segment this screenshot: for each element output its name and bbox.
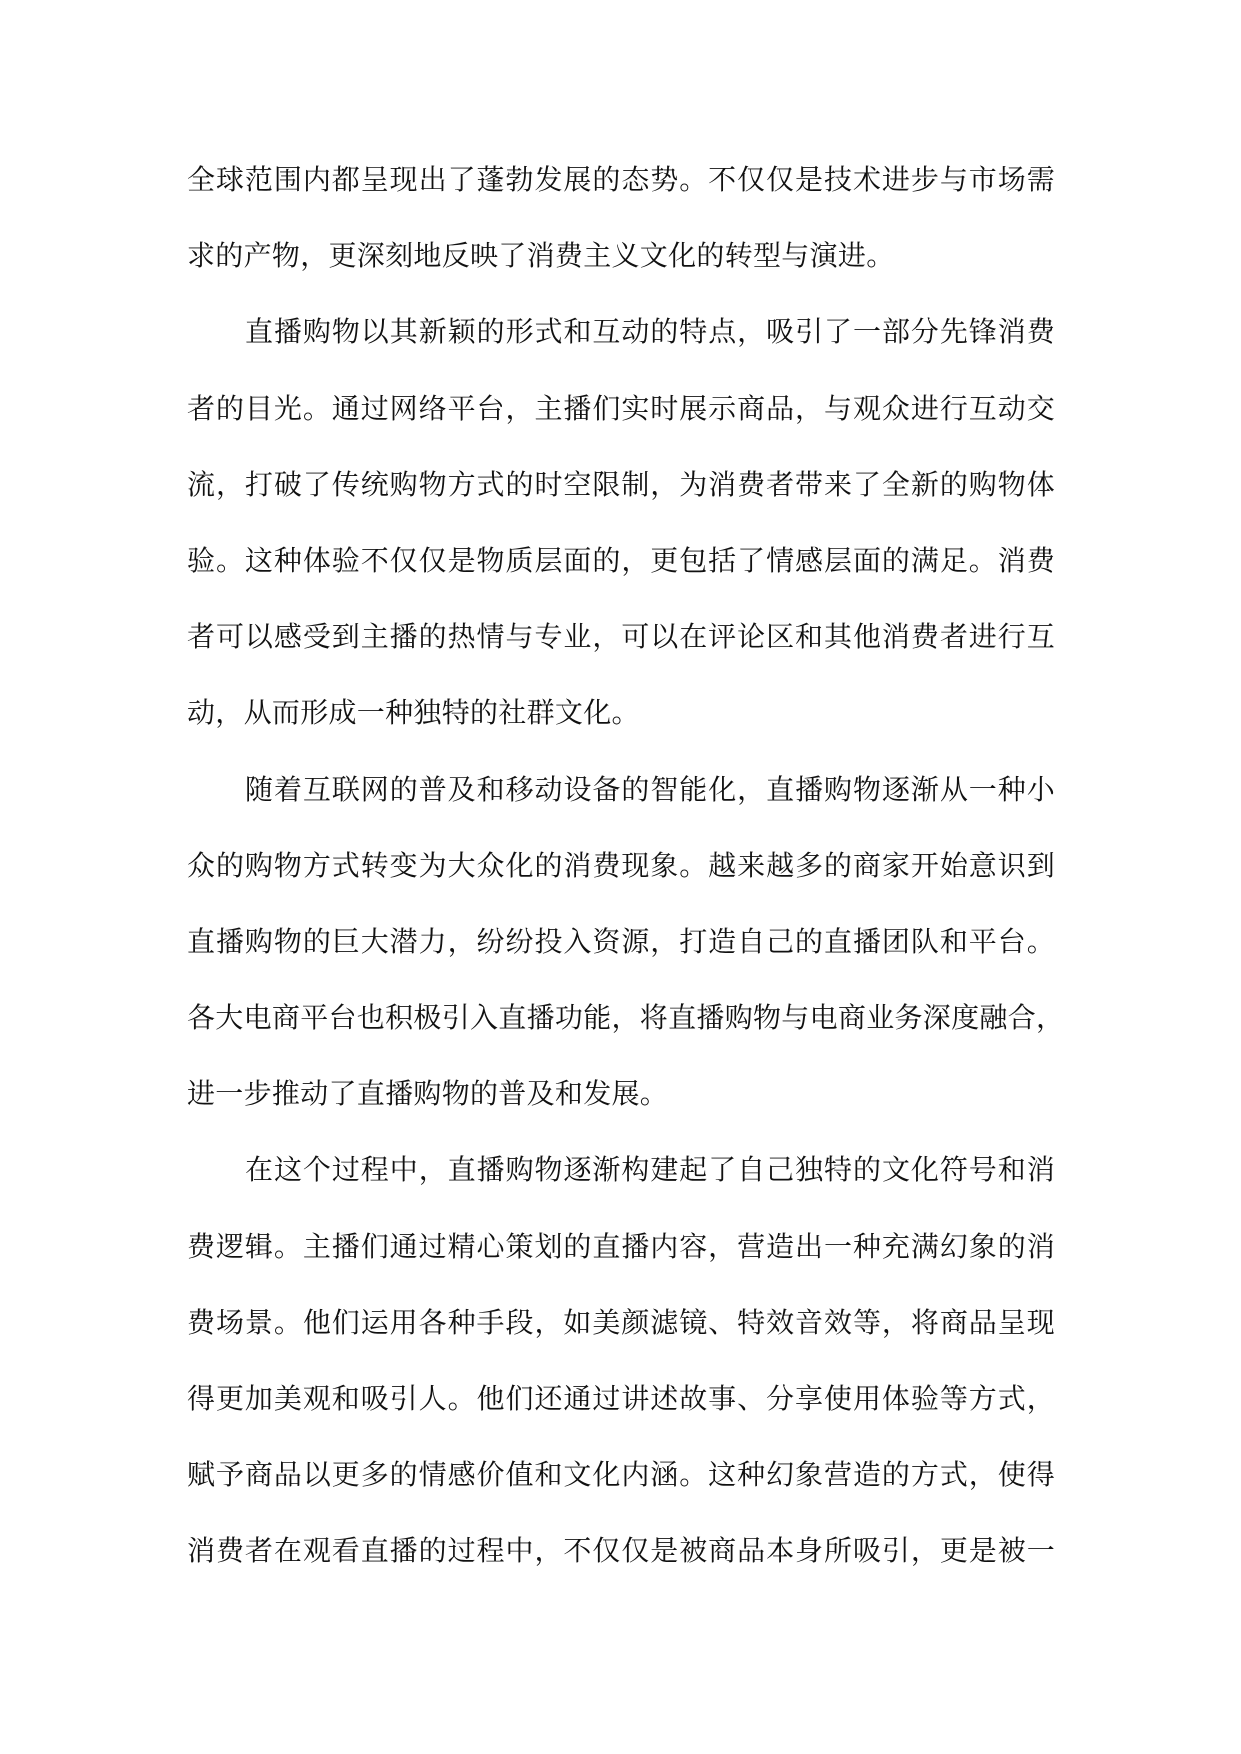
body-text <box>187 142 1065 1590</box>
text-line: 费逻辑。主播们通过精心策划的直播内容，营造出一种充满幻象的消 <box>187 1229 1055 1263</box>
text-line: 进一步推动了直播购物的普及和发展。 <box>187 1077 669 1111</box>
text-line: 流，打破了传统购物方式的时空限制，为消费者带来了全新的购物体 <box>187 467 1055 501</box>
text-line: 直播购物以其新颖的形式和互动的特点，吸引了一部分先锋消费 <box>245 315 1055 349</box>
text-line: 在这个过程中，直播购物逐渐构建起了自己独特的文化符号和消 <box>245 1153 1055 1187</box>
text-line: 求的产物，更深刻地反映了消费主义文化的转型与演进。 <box>187 239 895 273</box>
paragraph-3 <box>187 752 1065 1133</box>
paragraph-2 <box>187 294 1055 751</box>
text-line: 各大电商平台也积极引入直播功能，将直播购物与电商业务深度融合， <box>187 1001 1065 1035</box>
text-line: 消费者在观看直播的过程中，不仅仅是被商品本身所吸引，更是被一 <box>187 1534 1055 1568</box>
text-line: 费场景。他们运用各种手段，如美颜滤镜、特效音效等，将商品呈现 <box>187 1305 1055 1339</box>
text-line: 验。这种体验不仅仅是物质层面的，更包括了情感层面的满足。消费 <box>187 543 1055 577</box>
text-line: 者的目光。通过网络平台，主播们实时展示商品，与观众进行互动交 <box>187 391 1055 425</box>
text-line: 赋予商品以更多的情感价值和文化内涵。这种幻象营造的方式，使得 <box>187 1458 1055 1492</box>
paragraph-1 <box>187 142 1055 294</box>
paragraph-4 <box>187 1132 1055 1589</box>
text-line: 得更加美观和吸引人。他们还通过讲述故事、分享使用体验等方式， <box>187 1382 1055 1415</box>
text-line: 众的购物方式转变为大众化的消费现象。越来越多的商家开始意识到 <box>187 848 1055 882</box>
text-line: 动，从而形成一种独特的社群文化。 <box>187 696 640 730</box>
text-line: 直播购物的巨大潜力，纷纷投入资源，打造自己的直播团队和平台。 <box>187 924 1055 958</box>
text-line: 者可以感受到主播的热情与专业，可以在评论区和其他消费者进行互 <box>187 620 1055 654</box>
text-line: 全球范围内都呈现出了蓬勃发展的态势。不仅仅是技术进步与市场需 <box>187 163 1055 196</box>
text-line: 随着互联网的普及和移动设备的智能化，直播购物逐渐从一种小 <box>245 772 1055 806</box>
